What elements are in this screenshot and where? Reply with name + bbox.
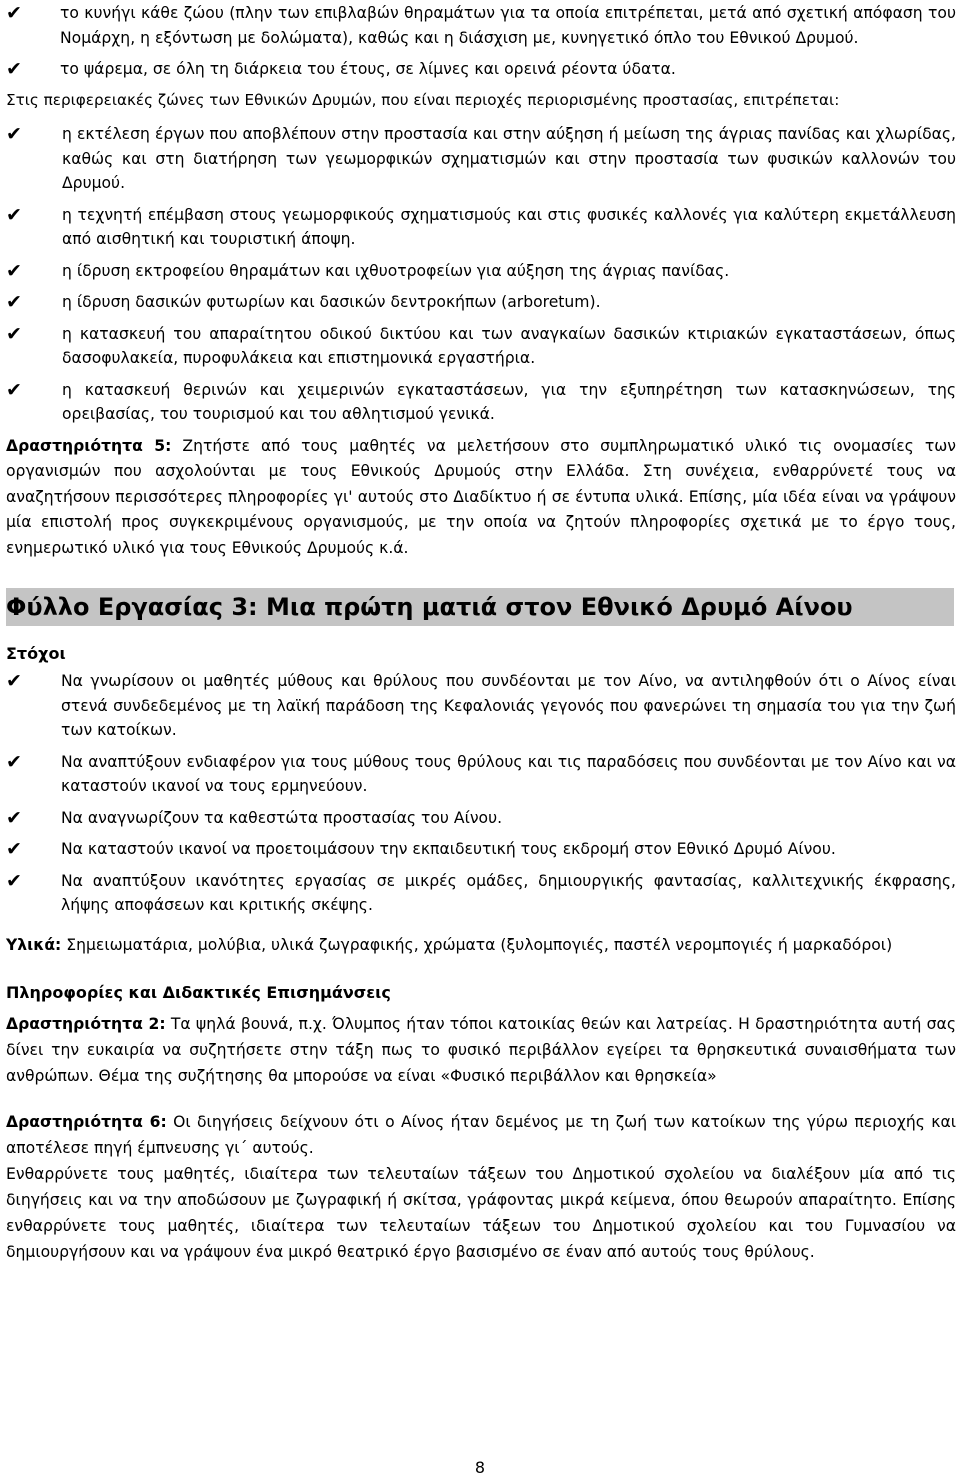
peripheral-intro: Στις περιφερειακές ζώνες των Εθνικών Δρυμών, που είναι περιοχές περιορισμένης προστασίας, επιτρέπεται: bbox=[6, 90, 840, 109]
list-item bbox=[6, 259, 956, 284]
check-icon: ✔ bbox=[6, 322, 22, 345]
activity-6-label: Δραστηριότητα 6: bbox=[6, 1112, 167, 1131]
activity-5 bbox=[6, 434, 956, 562]
list-item-text: Να αναπτύξουν ενδιαφέρον για τους μύθους τους θρύλους και τις παραδόσεις που συνδέονται με τον Αίνο και να καταστούν ικανοί να τους ερμηνεύουν. bbox=[61, 752, 956, 795]
list-item-text: η ίδρυση δασικών φυτωρίων και δασικών δεντροκήπων (arboretum). bbox=[62, 293, 601, 311]
check-icon: ✔ bbox=[6, 259, 22, 282]
check-icon: ✔ bbox=[6, 806, 22, 829]
activity-6-text: Οι διηγήσεις δείχνουν ότι ο Αίνος ήταν δεμένος με τη ζωή των κατοίκων της γύρω περιοχής και αποτέλεσε πηγή έμπνευσης γι΄ αυτούς. bbox=[6, 1112, 956, 1157]
document-page bbox=[6, 0, 956, 1265]
check-icon: ✔ bbox=[6, 869, 22, 892]
check-icon: ✔ bbox=[6, 123, 22, 145]
check-icon: ✔ bbox=[6, 58, 22, 80]
list-item bbox=[6, 669, 956, 743]
list-item bbox=[6, 203, 956, 252]
check-icon: ✔ bbox=[6, 838, 22, 860]
check-icon: ✔ bbox=[6, 670, 22, 692]
list-item-text: το ψάρεμα, σε όλη τη διάρκεια του έτους, σε λίμνες και ορεινά ρέοντα ύδατα. bbox=[60, 60, 676, 78]
list-item-text: Να αναπτύξουν ικανότητες εργασίας σε μικρές ομάδες, δημιουργικής φαντασίας, καλλιτεχνικής έκφρασης, λήψης αποφάσεων και κριτικής σκέψης. bbox=[61, 871, 956, 914]
check-icon: ✔ bbox=[6, 378, 22, 401]
list-item-text: η εκτέλεση έργων που αποβλέπουν στην προστασία και στην αύξηση ή μείωση της άγριας πανίδας και χλωρίδας, καθώς και στη διατήρηση των γεωμορφικών σχηματισμών και στην προστασία των φυσικών καλλονών του Δρυμού. bbox=[62, 125, 956, 192]
list-item bbox=[6, 750, 956, 799]
materials-text: Σημειωματάρια, μολύβια, υλικά ζωγραφικής, χρώματα (ξυλομπογιές, παστέλ νερομπογιές ή μαρκαδόροι) bbox=[66, 935, 893, 954]
list-item bbox=[6, 378, 956, 427]
goals-heading: Στόχοι bbox=[6, 644, 66, 663]
list-item-text: η τεχνητή επέμβαση στους γεωμορφικούς σχηματισμούς και στις φυσικές καλλονές για καλύτερη εκμετάλλευση από αισθητική και τουριστική άποψη. bbox=[62, 205, 956, 248]
list-item-text: το κυνήγι κάθε ζώου (πλην των επιβλαβών θηραμάτων για τα οποία επιτρέπεται, μετά από σχετική απόφαση του Νομάρχη, η εξόντωση με δολώματα), καθώς και η διάσχιση με, κυνηγετικό όπλο του Εθνικού Δρυμού. bbox=[60, 4, 956, 47]
page-number: 8 bbox=[474, 1458, 486, 1477]
check-icon: ✔ bbox=[6, 2, 22, 24]
list-item bbox=[6, 1, 956, 50]
activity-6 bbox=[6, 1109, 956, 1161]
list-item-text: η ίδρυση εκτροφείου θηραμάτων και ιχθυοτροφείων για αύξηση της άγριας πανίδας. bbox=[62, 261, 730, 280]
list-item-text: η κατασκευή θερινών και χειμερινών εγκαταστάσεων, για την εξυπηρέτηση των κατασκηνώσεων, της ορειβασίας, του τουρισμού και του αθλητισμού γενικά. bbox=[62, 380, 956, 423]
info-heading: Πληροφορίες και Διδακτικές Επισημάνσεις bbox=[6, 982, 391, 1002]
list-item-text: η κατασκευή του απαραίτητου οδικού δικτύου και των αναγκαίων δασικών κτιριακών εγκαταστάσεων, όπως δασοφυλακεία, πυροφυλάκεια και επιστημονικά εργαστήρια. bbox=[62, 324, 956, 367]
list-item-text: Να καταστούν ικανοί να προετοιμάσουν την εκπαιδευτική τους εκδρομή στον Εθνικό Δρυμό Αίνου. bbox=[61, 840, 836, 858]
list-item bbox=[6, 806, 956, 831]
check-icon: ✔ bbox=[6, 203, 22, 226]
worksheet-title: Φύλλο Εργασίας 3: Μια πρώτη ματιά στον Εθνικό Δρυμό Αίνου bbox=[6, 588, 954, 626]
materials-label: Υλικά: bbox=[6, 935, 62, 954]
peripheral-list bbox=[6, 122, 956, 427]
activity-5-label: Δραστηριότητα 5: bbox=[6, 436, 172, 455]
activity-2-text: Τα ψηλά βουνά, π.χ. Όλυμπος ήταν τόποι κατοικίας θεών και λατρείας. Η δραστηριότητα αυτή σας δίνει την ευκαιρία να συζητήσετε στην τάξη πως το φυσικό περιβάλλον εγείρει τα θρησκευτικά συναισθήματα των ανθρώπων. Θέμα της συζήτησης θα μπορούσε να είναι «Φυσικό περιβάλλον και θρησκεία» bbox=[6, 1014, 956, 1085]
top-list bbox=[6, 1, 956, 82]
materials bbox=[6, 932, 956, 959]
list-item bbox=[6, 837, 956, 862]
list-item bbox=[6, 122, 956, 196]
list-item bbox=[6, 290, 956, 315]
check-icon: ✔ bbox=[6, 750, 22, 773]
list-item bbox=[6, 322, 956, 371]
closing-paragraph: Ενθαρρύνετε τους μαθητές, ιδιαίτερα των τελευταίων τάξεων του Δημοτικού σχολείου να διαλέξουν μία από τις διηγήσεις και να την αποδώσουν με ζωγραφική ή σκίτσα, γράφοντας μικρά κείμενα, όπου θεωρούν απαραίτητο. Επίσης ενθαρρύνετε τους μαθητές, ιδιαίτερα των τελευταίων τάξεων του Δημοτικού σχολείου και του Γυμνασίου να δημιουργήσουν και να γράψουν ένα μικρό θεατρικό έργο βασισμένο σε έναν από αυτούς τους θρύλους. bbox=[6, 1164, 956, 1261]
activity-2 bbox=[6, 1011, 956, 1089]
check-icon: ✔ bbox=[6, 291, 22, 313]
list-item bbox=[6, 57, 956, 82]
activity-5-text: Ζητήστε από τους μαθητές να μελετήσουν στο συμπληρωματικό υλικό τις ονομασίες των οργανισμών που ασχολούνται με τους Εθνικούς Δρυμούς στην Ελλάδα. Στη συνέχεια, ενθαρρύνετέ τους να αναζητήσουν περισσότερες πληροφορίες γι' αυτούς στο Διαδίκτυο ή σε έντυπα υλικά. Επίσης, μία ιδέα είναι να γράψουν μία επιστολή προς συγκεκριμένους οργανισμούς, με την οποία να ζητούν πληροφορίες σχετικά με το έργο τους, ενημερωτικό υλικό για τους Εθνικούς Δρυμούς κ.ά. bbox=[6, 436, 956, 557]
list-item-text: Να γνωρίσουν οι μαθητές μύθους και θρύλους που συνδέονται με τον Αίνο, να αντιληφθούν ότι ο Αίνος είναι στενά συνδεδεμένος με τη λαϊκή παράδοση της Κεφαλονιάς γεγονός που φανερώνει τη σημασία του για την ζωή των κατοίκων. bbox=[61, 672, 956, 739]
goals-list bbox=[6, 669, 956, 918]
list-item-text: Να αναγνωρίζουν τα καθεστώτα προστασίας του Αίνου. bbox=[61, 808, 503, 827]
list-item bbox=[6, 869, 956, 918]
activity-2-label: Δραστηριότητα 2: bbox=[6, 1014, 166, 1033]
